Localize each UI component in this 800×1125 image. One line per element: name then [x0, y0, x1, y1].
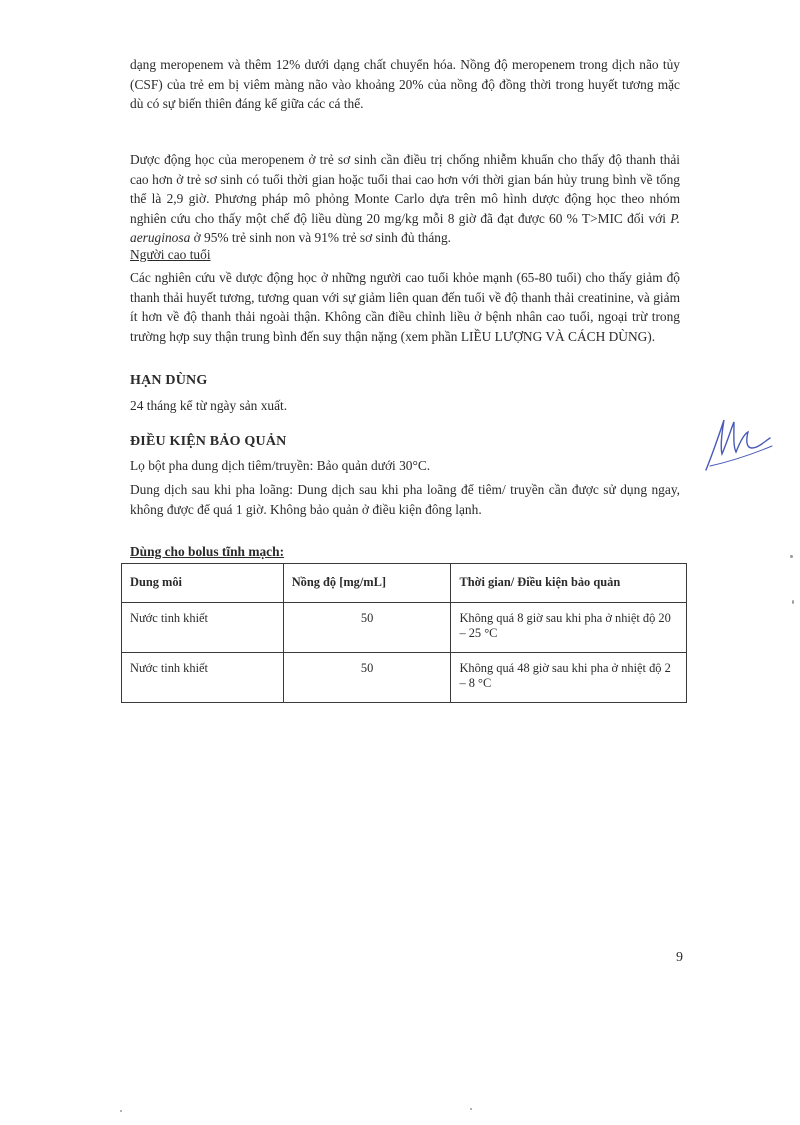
cell-concentration: 50 — [283, 653, 451, 703]
storage-vial-text: Lọ bột pha dung dịch tiêm/truyền: Bảo quản dưới 30°C. — [130, 458, 431, 473]
cell-concentration: 50 — [283, 603, 451, 653]
scan-speck — [790, 555, 793, 558]
paragraph-elderly: Các nghiên cứu về dược động học ở những người cao tuổi khỏe mạnh (65-80 tuổi) cho thấy giảm độ thanh thải huyết tương, tương quan với sự giảm liên quan đến tuổi về độ thanh thải creatinine, và giảm ít hơn về độ thanh thải ngoài thận. Không cần điều chỉnh liều ở bệnh nhân cao tuổi, ngoại trừ trong trường hợp suy thận trung bình đến suy thận nặng (xem phần LIỀU LƯỢNG VÀ CÁCH DÙNG). — [130, 270, 680, 344]
storage-diluted-text: Dung dịch sau khi pha loãng: Dung dịch sau khi pha loãng để tiêm/ truyền cần được sử dụng ngay, không được để quá 1 giờ. Không bảo quản ở điều kiện đông lạnh. — [130, 482, 680, 517]
paragraph-neonates-text: Dược động học của meropenem ở trẻ sơ sinh cần điều trị chống nhiễm khuẩn cho thấy độ thanh thải cao hơn ở trẻ sơ sinh có tuổi thời gian hoặc tuổi thai cao hơn với thời gian bán hủy trung bình về tổng thể là 2,9 giờ. Phương pháp mô phỏng Monte Carlo dựa trên mô hình dược động học theo nhóm nghiên cứu cho thấy một chế độ liều dùng 20 mg/kg mỗi 8 giờ đã đạt được 60 % T>MIC đối với — [130, 152, 680, 226]
organism-name: P. aeruginosa — [130, 210, 680, 245]
storage-table — [121, 563, 687, 703]
header-storage-time: Thời gian/ Điều kiện bảo quản — [451, 564, 687, 603]
header-concentration: Nồng độ [mg/mL] — [283, 564, 451, 603]
shelf-life-heading: HẠN DÙNG — [130, 373, 208, 388]
paragraph-neonates — [130, 150, 680, 248]
paragraph-neonates-tail: ở 95% trẻ sinh non và 91% trẻ sơ sinh đủ tháng. — [190, 230, 452, 245]
paragraph-pharmacokinetics-csf: dạng meropenem và thêm 12% dưới dạng chất chuyển hóa. Nồng độ meropenem trong dịch não tủy (CSF) của trẻ em bị viêm màng não vào khoảng 20% của nồng độ đồng thời trong huyết tương mặc dù có sự biến thiên đáng kể giữa các cá thể. — [130, 57, 680, 111]
handwritten-signature — [700, 410, 780, 480]
cell-storage-time: Không quá 8 giờ sau khi pha ở nhiệt độ 20 – 25 °C — [451, 603, 687, 653]
page-number: 9 — [676, 950, 683, 965]
table-row — [122, 653, 687, 703]
table-header-row — [122, 564, 687, 603]
scan-speck — [120, 1110, 122, 1112]
elderly-subheading: Người cao tuổi — [130, 247, 211, 262]
table-row — [122, 603, 687, 653]
cell-storage-time: Không quá 48 giờ sau khi pha ở nhiệt độ 2 – 8 °C — [451, 653, 687, 703]
shelf-life-text: 24 tháng kể từ ngày sản xuất. — [130, 398, 288, 413]
storage-heading: ĐIỀU KIỆN BẢO QUẢN — [130, 434, 287, 449]
cell-solvent: Nước tinh khiết — [122, 653, 284, 703]
header-solvent: Dung môi — [122, 564, 284, 603]
scan-speck — [792, 600, 794, 604]
scan-speck — [470, 1108, 472, 1110]
table-caption: Dùng cho bolus tĩnh mạch: — [130, 544, 285, 559]
cell-solvent: Nước tinh khiết — [122, 603, 284, 653]
